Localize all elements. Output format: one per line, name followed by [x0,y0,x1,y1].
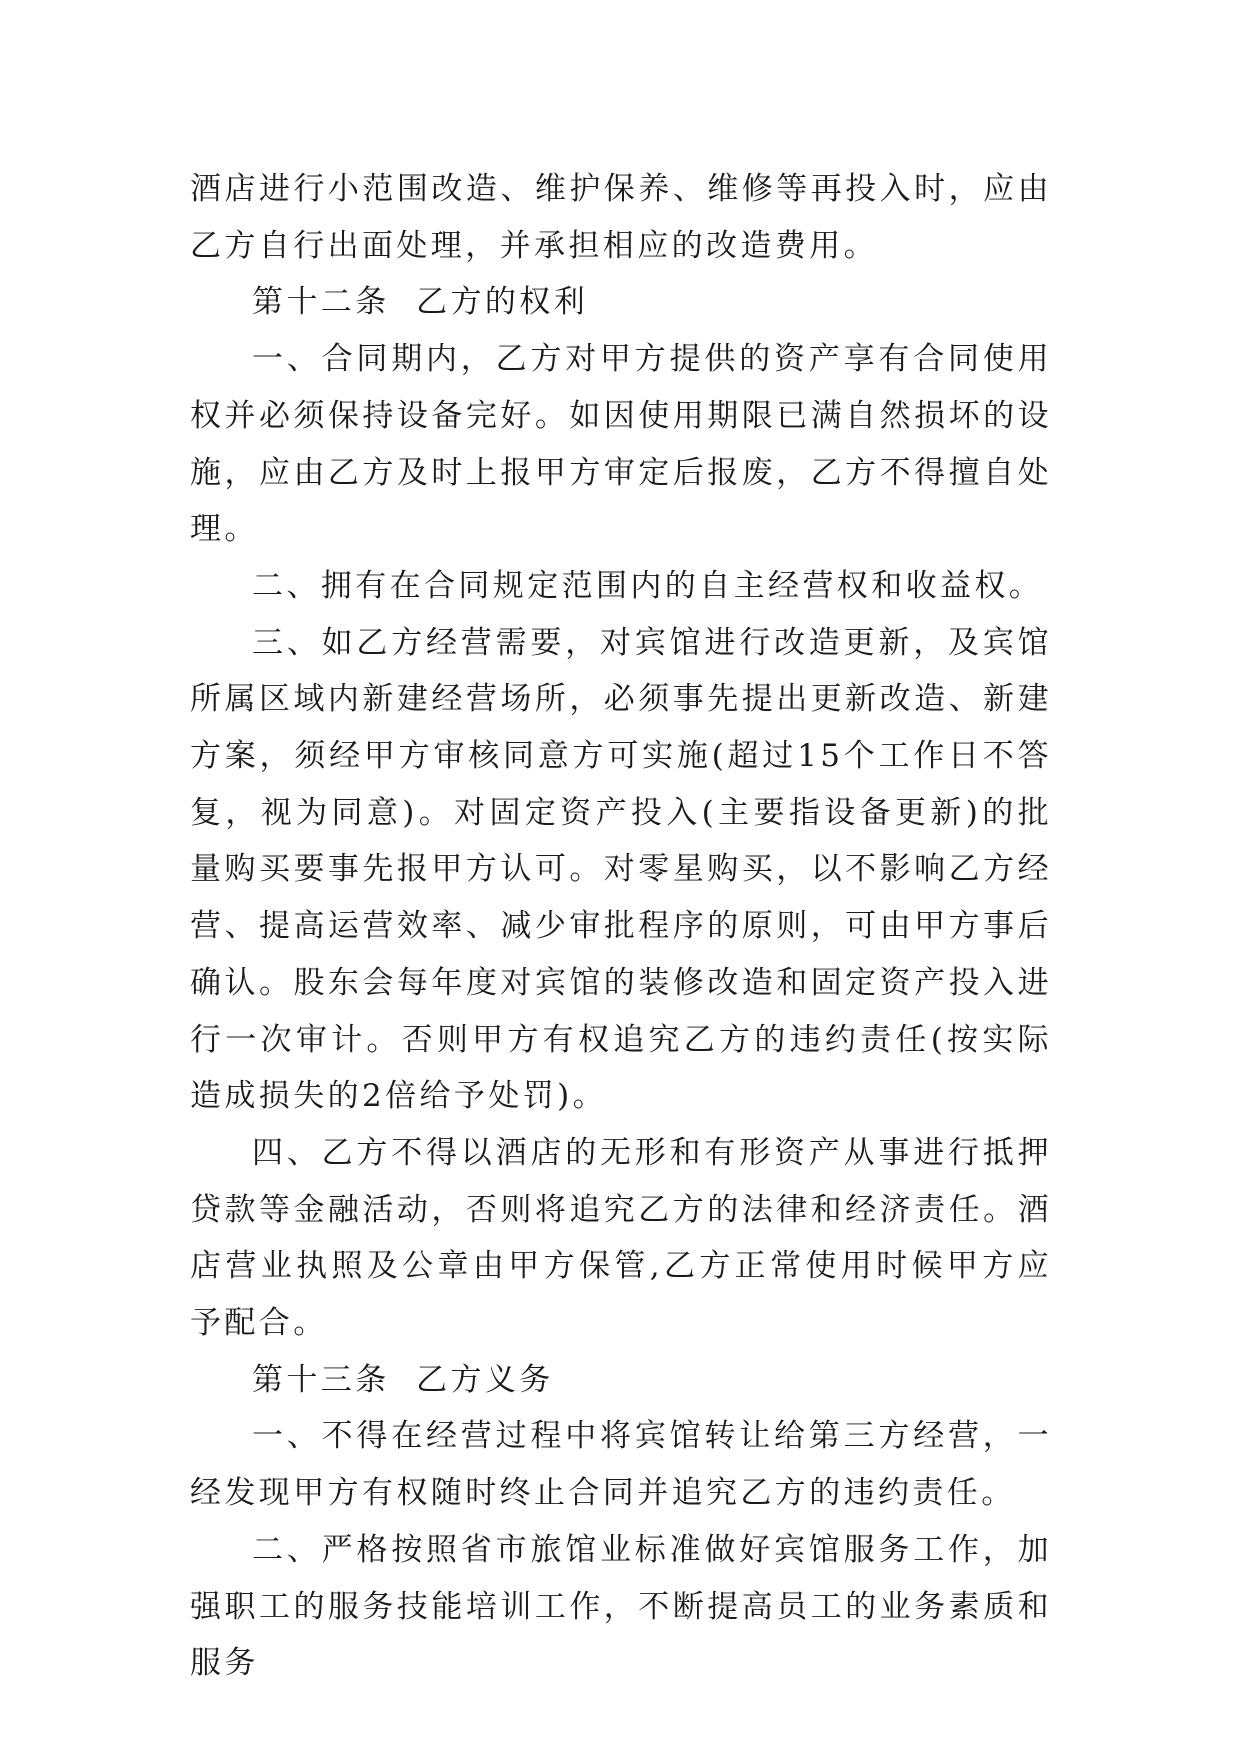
paragraph-article-12-item-1: 一、合同期内，乙方对甲方提供的资产享有合同使用权并必须保持设备完好。如因使用期限已满自然损坏的设施，应由乙方及时上报甲方审定后报废，乙方不得擅自处理。 [190,341,1052,548]
paragraph-article-12-item-3: 三、如乙方经营需要，对宾馆进行改造更新，及宾馆所属区域内新建经营场所，必须事先提出更新改造、新建方案，须经甲方审核同意方可实施(超过15个工作日不答复，视为同意)。对固定资产投入(主要指设备更新)的批量购买要事先报甲方认可。对零星购买，以不影响乙方经营、提高运营效率、减少审批程序的原则，可由甲方事后确认。股东会每年度对宾馆的装修改造和固定资产投入进行一次审计。否则甲方有权追究乙方的违约责任(按实际造成损失的2倍给予处罚)。 [190,624,1052,1115]
article-13-heading: 第十三条 乙方义务 [252,1361,554,1398]
paragraph-article-13-item-2: 二、严格按照省市旅馆业标准做好宾馆服务工作，加强职工的服务技能培训工作，不断提高员工的业务素质和服务 [190,1531,1052,1682]
paragraph-continuation: 酒店进行小范围改造、维护保养、维修等再投入时，应由乙方自行出面处理，并承担相应的改造费用。 [190,171,1052,264]
document-body [190,161,1052,1692]
article-12-heading: 第十二条 乙方的权利 [252,284,589,321]
paragraph-article-13-item-1: 一、不得在经营过程中将宾馆转让给第三方经营，一经发现甲方有权随时终止合同并追究乙方的违约责任。 [190,1418,1052,1512]
paragraph-article-12-item-2: 二、拥有在合同规定范围内的自主经营权和收益权。 [252,567,1044,604]
paragraph-article-12-item-4: 四、乙方不得以酒店的无形和有形资产从事进行抵押贷款等金融活动，否则将追究乙方的法律和经济责任。酒店营业执照及公章由甲方保管,乙方正常使用时候甲方应予配合。 [190,1134,1052,1342]
